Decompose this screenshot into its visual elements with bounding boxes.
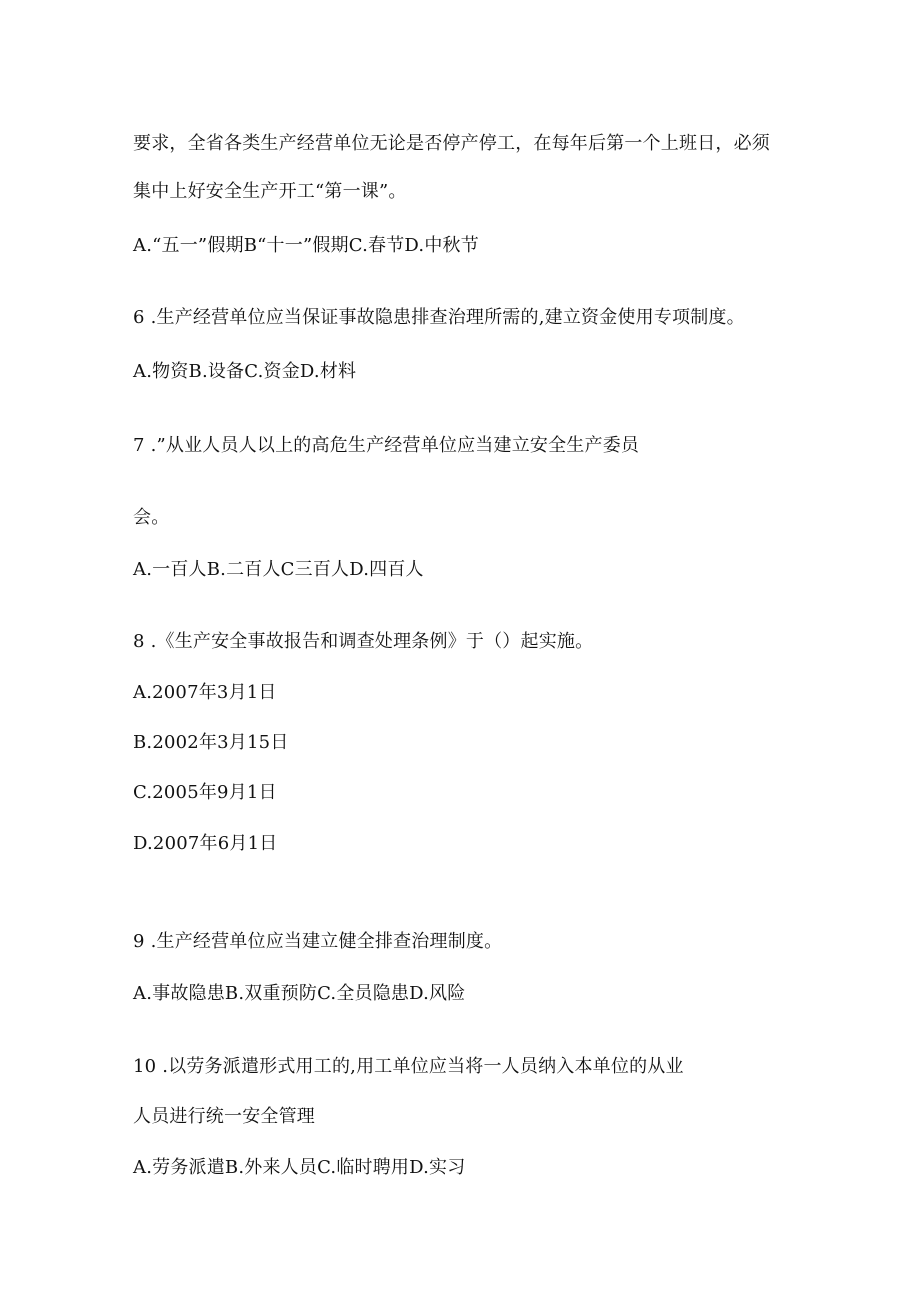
question-7-continuation: 会。 [133,507,170,528]
options-q9: A.事故隐患B.双重预防C.全员隐患D.风险 [133,983,466,1004]
option-q8-c: C.2005年9月1日 [133,782,277,803]
question-6: 6 .生产经营单位应当保证事故隐患排查治理所需的,建立资金使用专项制度。 [133,307,745,328]
option-q8-d: D.2007年6月1日 [133,833,278,854]
options-q5: A.“五一”假期B“十一”假期C.春节D.中秋节 [133,235,479,256]
question-7: 7 .”从业人员人以上的高危生产经营单位应当建立安全生产委员 [133,435,640,456]
option-q8-b: B.2002年3月15日 [133,732,289,753]
options-q10: A.劳务派遣B.外来人员C.临时聘用D.实习 [133,1157,466,1178]
option-q8-a: A.2007年3月1日 [133,682,277,703]
options-q7: A.一百人B.二百人C三百人D.四百人 [133,559,424,580]
options-q6: A.物资B.设备C.资金D.材料 [133,361,357,382]
intro-text-line-1: 要求，全省各类生产经营单位无论是否停产停工，在每年后第一个上班日，必须 [133,133,770,154]
question-10-continuation: 人员进行统一安全管理 [133,1106,315,1127]
intro-text-line-2: 集中上好安全生产开工“第一课”。 [133,181,407,202]
question-10: 10 .以劳务派遣形式用工的,用工单位应当将一人员纳入本单位的从业 [133,1056,684,1077]
question-9: 9 .生产经营单位应当建立健全排查治理制度。 [133,931,503,952]
question-8: 8 .《生产安全事故报告和调查处理条例》于（）起实施。 [133,631,594,652]
